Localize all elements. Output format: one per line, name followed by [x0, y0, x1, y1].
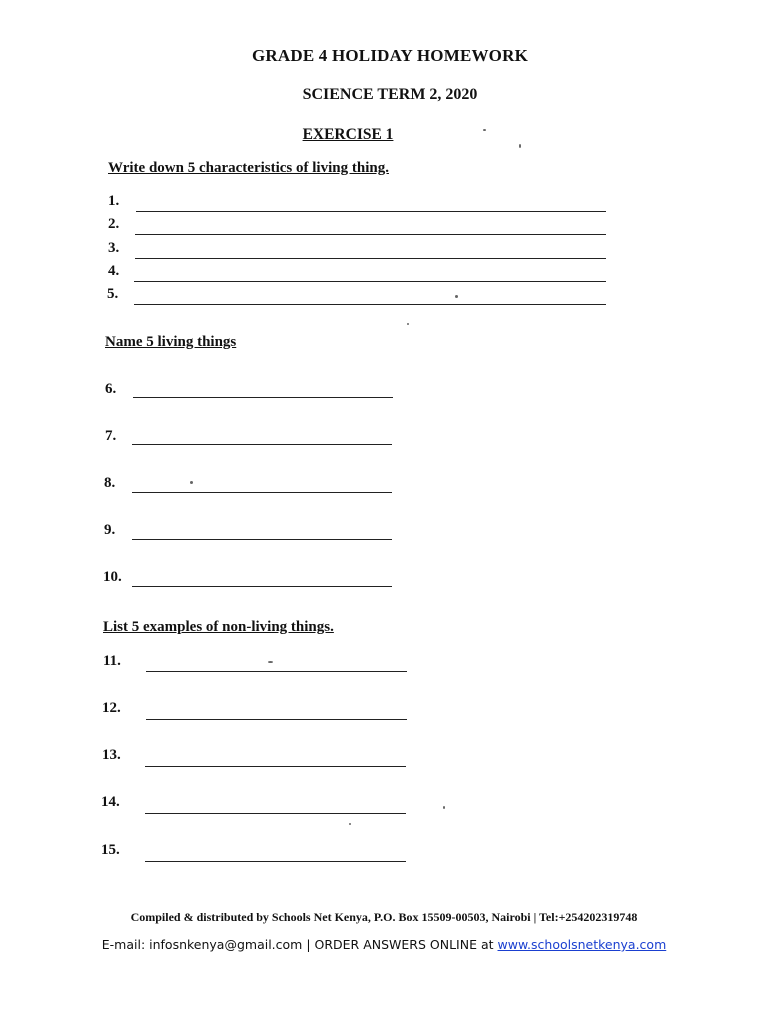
answer-line[interactable] [132, 492, 392, 493]
scan-speck [268, 661, 273, 663]
question-number: 1. [108, 193, 120, 209]
question-number: 12. [102, 700, 121, 716]
question-number: 7. [105, 428, 117, 444]
page-subtitle: SCIENCE TERM 2, 2020 [302, 86, 478, 103]
question-number: 2. [108, 216, 120, 232]
question-number: 10. [103, 569, 122, 585]
section-heading-non-living-things: List 5 examples of non-living things. [103, 619, 334, 635]
question-number: 8. [104, 475, 116, 491]
question-number: 14. [101, 794, 120, 810]
scan-speck [519, 144, 521, 148]
answer-line[interactable] [146, 671, 407, 672]
section-heading-living-things: Name 5 living things [105, 334, 237, 350]
scan-speck [190, 481, 193, 484]
question-number: 9. [104, 522, 116, 538]
answer-line[interactable] [146, 719, 407, 720]
exercise-heading: EXERCISE 1 [302, 126, 394, 143]
answer-line[interactable] [133, 397, 393, 398]
scan-speck [483, 129, 486, 131]
scan-speck [455, 295, 458, 298]
question-number: 6. [105, 381, 117, 397]
answer-line[interactable] [132, 539, 392, 540]
answer-line[interactable] [136, 211, 606, 212]
answer-line[interactable] [145, 861, 406, 862]
footer-contact [0, 937, 768, 952]
question-number: 3. [108, 240, 120, 256]
answer-line[interactable] [134, 281, 606, 282]
answer-line[interactable] [134, 304, 606, 305]
answer-line[interactable] [135, 234, 606, 235]
question-number: 15. [101, 842, 120, 858]
website-link[interactable]: www.schoolsnetkenya.com [497, 937, 667, 952]
page-title: GRADE 4 HOLIDAY HOMEWORK [251, 46, 529, 65]
question-number: 13. [102, 747, 121, 763]
answer-line[interactable] [132, 586, 392, 587]
question-number: 5. [107, 286, 119, 302]
question-number: 11. [103, 653, 121, 669]
answer-line[interactable] [135, 258, 606, 259]
answer-line[interactable] [145, 813, 406, 814]
scan-speck [443, 806, 445, 809]
section-heading-characteristics: Write down 5 characteristics of living thing. [108, 160, 389, 176]
answer-line[interactable] [132, 444, 392, 445]
question-number: 4. [108, 263, 120, 279]
scan-speck [349, 823, 351, 825]
footer-email-text: E-mail: infosnkenya@gmail.com | ORDER ANSWERS ONLINE at [101, 937, 498, 952]
scan-speck [407, 323, 409, 325]
answer-line[interactable] [145, 766, 406, 767]
footer-compiled-by: Compiled & distributed by Schools Net Kenya, P.O. Box 15509-00503, Nairobi | Tel:+254202319748 [130, 910, 638, 924]
